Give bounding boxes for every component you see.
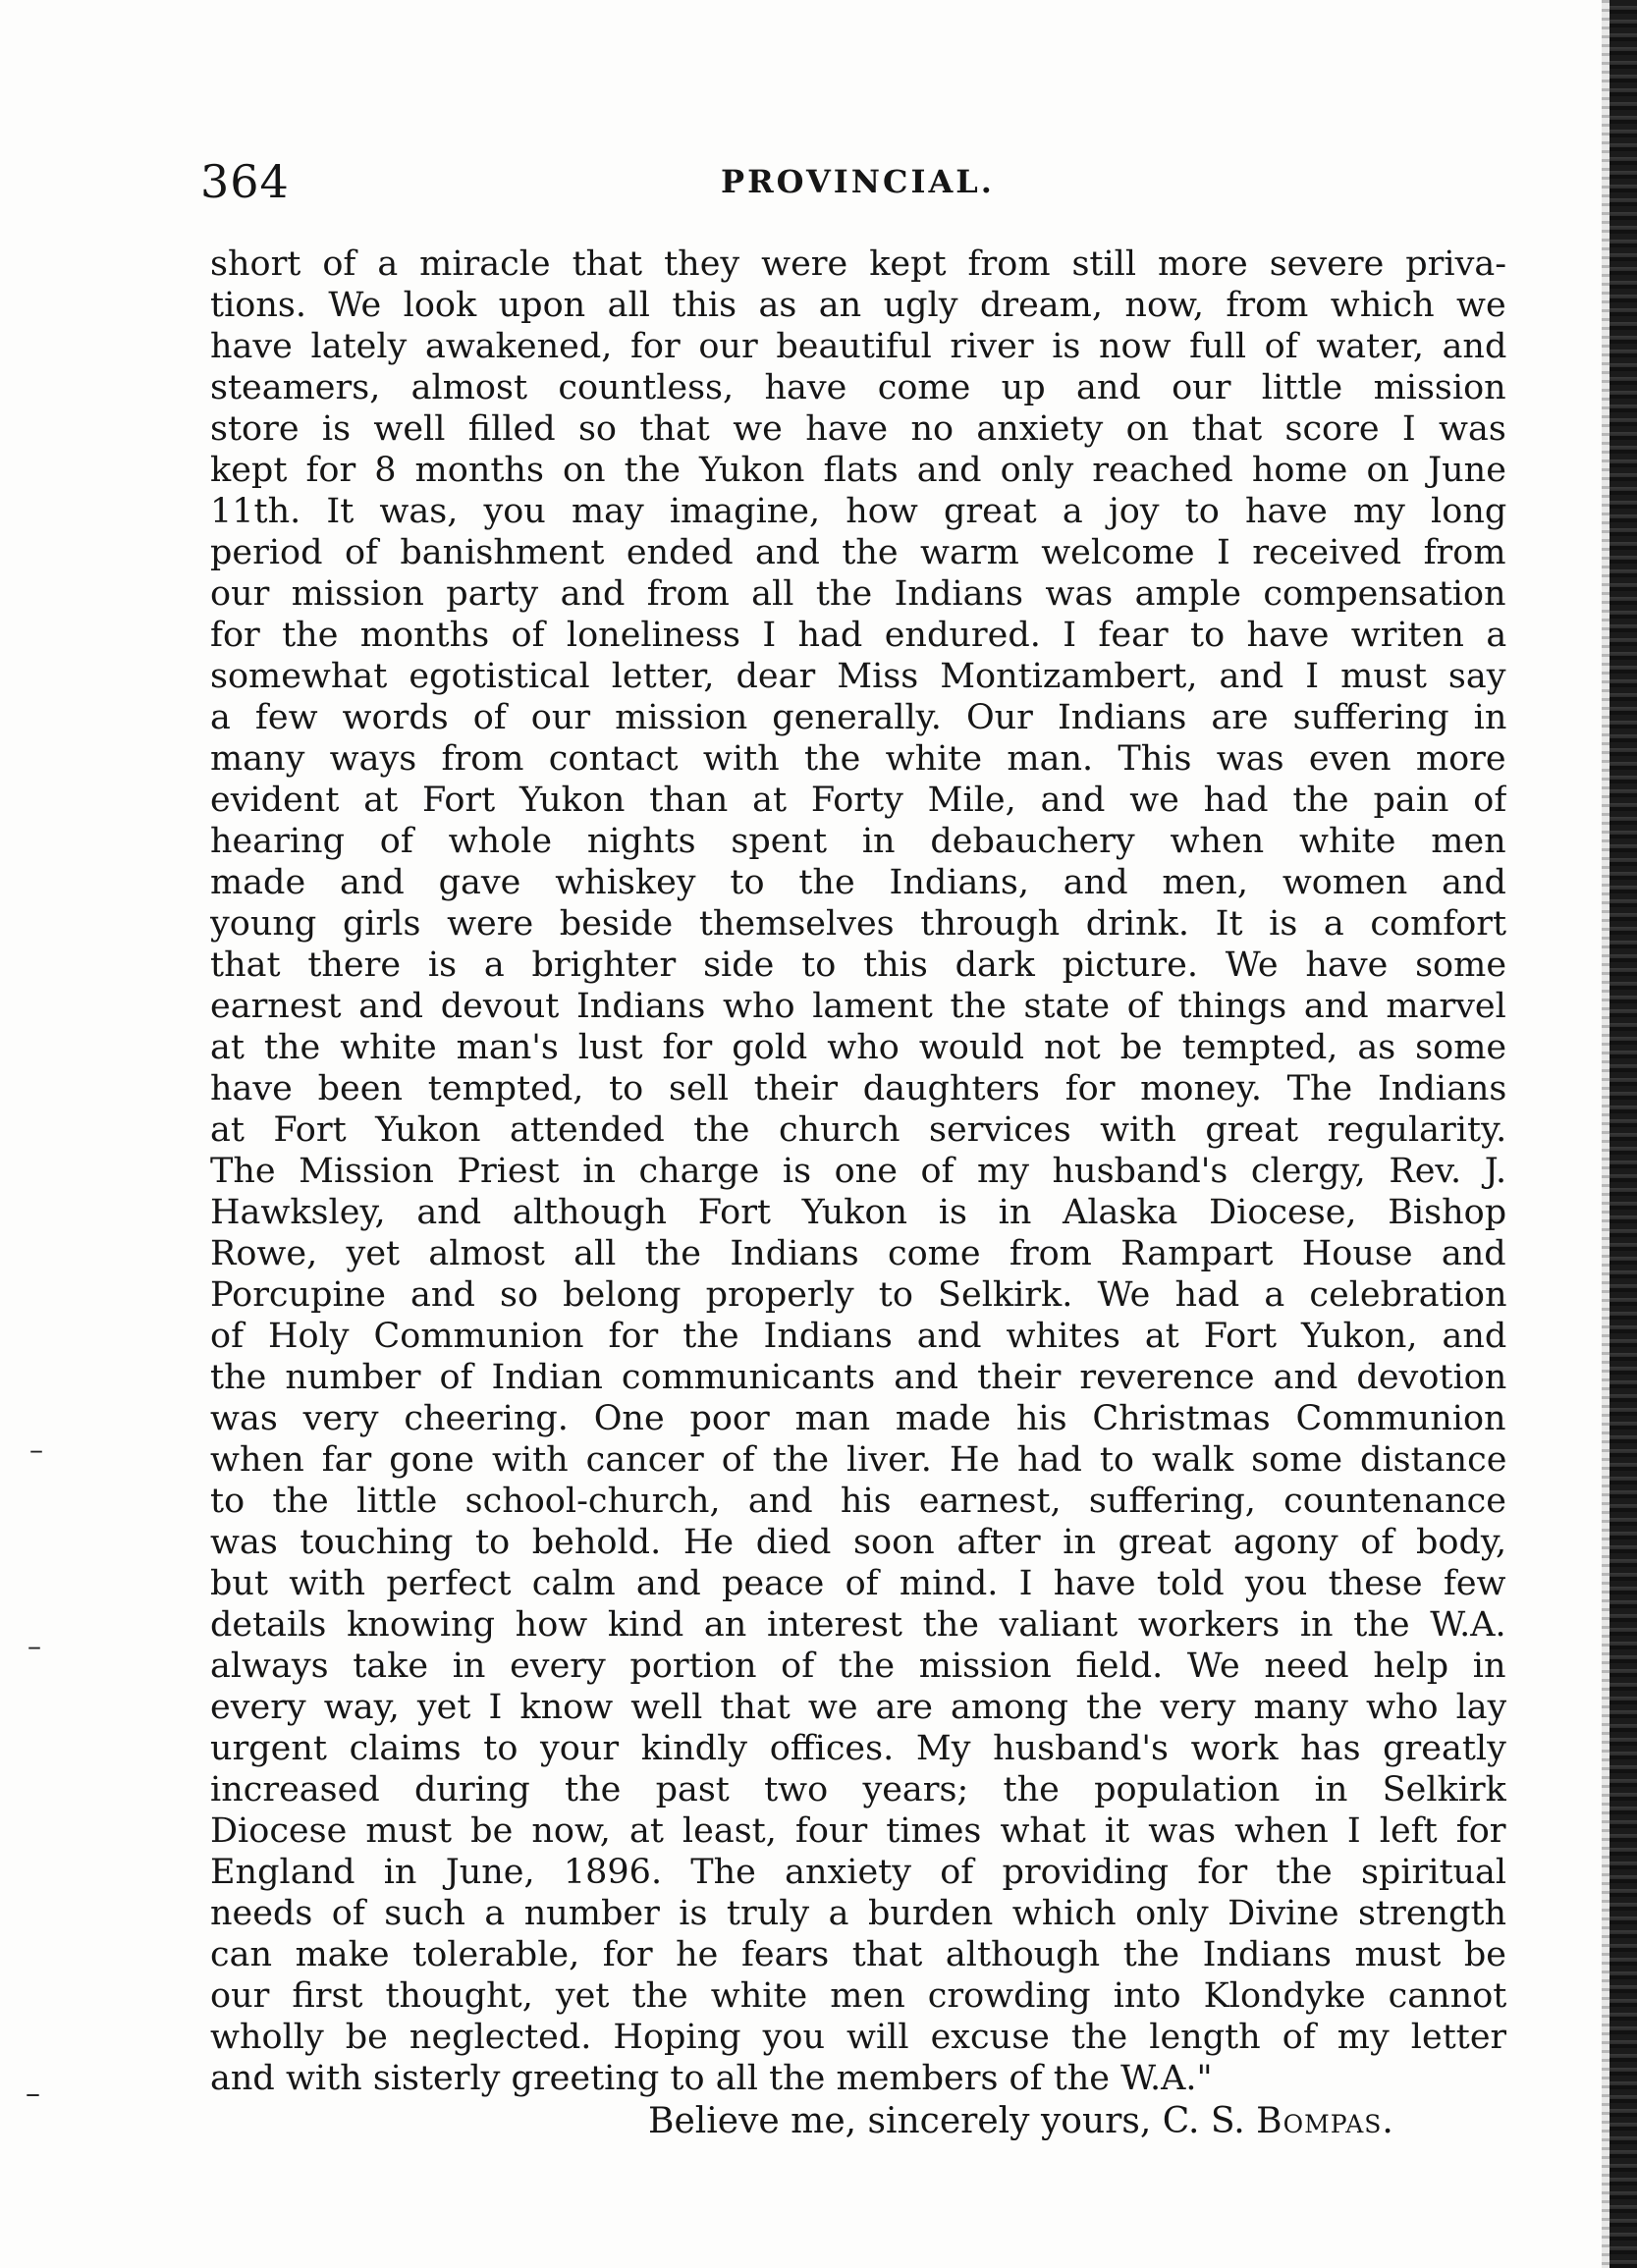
running-head: PROVINCIAL. (721, 163, 995, 200)
text-line: store is well filled so that we have no anxiety on that score I was (210, 409, 1506, 449)
text-line: hearing of whole nights spent in debauchery when white men (210, 822, 1506, 861)
text-line: short of a miracle that they were kept from still more severe priva- (210, 244, 1506, 284)
text-line: young girls were beside themselves through drink. It is a comfort (210, 904, 1506, 944)
text-line: that there is a brighter side to this dark picture. We have some (210, 945, 1506, 985)
text-line: at Fort Yukon attended the church services with great regularity. (210, 1110, 1506, 1150)
margin-mark: – (29, 1433, 43, 1466)
text-line: at the white man's lust for gold who would not be tempted, as some (210, 1028, 1506, 1067)
text-line: always take in every portion of the mission field. We need help in (210, 1647, 1506, 1686)
text-line: can make tolerable, for he fears that although the Indians must be (210, 1935, 1506, 1974)
text-line: Porcupine and so belong properly to Selkirk. We had a celebration (210, 1275, 1506, 1315)
text-line: The Mission Priest in charge is one of my husband's clergy, Rev. J. (210, 1152, 1506, 1191)
page-number: 364 (200, 155, 290, 208)
text-line: when far gone with cancer of the liver. He had to walk some distance (210, 1440, 1506, 1480)
text-line: Hawksley, and although Fort Yukon is in Alaska Diocese, Bishop (210, 1193, 1506, 1232)
text-line: for the months of loneliness I had endured. I fear to have writen a (210, 616, 1506, 655)
text-line: period of banishment ended and the warm welcome I received from (210, 533, 1506, 572)
text-line: to the little school-church, and his earnest, suffering, countenance (210, 1482, 1506, 1521)
binding-shadow (1602, 0, 1610, 2268)
text-line: our mission party and from all the Indians was ample compensation (210, 574, 1506, 614)
text-line: steamers, almost countless, have come up and our little mission (210, 368, 1506, 407)
text-line: was very cheering. One poor man made his Christmas Communion (210, 1399, 1506, 1438)
text-line: England in June, 1896. The anxiety of providing for the spiritual (210, 1853, 1506, 1892)
signature-name: Bompas. (1256, 2101, 1394, 2141)
text-line: of Holy Communion for the Indians and whites at Fort Yukon, and (210, 1317, 1506, 1356)
text-line: have been tempted, to sell their daughters for money. The Indians (210, 1069, 1506, 1108)
text-line: Rowe, yet almost all the Indians come from Rampart House and (210, 1234, 1506, 1273)
text-line: a few words of our mission generally. Our Indians are suffering in (210, 698, 1506, 737)
text-line: our first thought, yet the white men crowding into Klondyke cannot (210, 1976, 1506, 2016)
text-line: details knowing how kind an interest the valiant workers in the W.A. (210, 1605, 1506, 1645)
margin-mark: – (26, 2077, 40, 2111)
text-line: every way, yet I know well that we are among the very many who lay (210, 1688, 1506, 1727)
text-line: evident at Fort Yukon than at Forty Mile, and we had the pain of (210, 781, 1506, 820)
text-line: and with sisterly greeting to all the members of the W.A." (210, 2059, 1213, 2098)
text-line: kept for 8 months on the Yukon flats and only reached home on June (210, 451, 1506, 490)
text-line: but with perfect calm and peace of mind. I have told you these few (210, 1564, 1506, 1603)
text-line: wholly be neglected. Hoping you will excuse the length of my letter (210, 2018, 1506, 2057)
text-line: made and gave whiskey to the Indians, and men, women and (210, 863, 1506, 902)
text-line: somewhat egotistical letter, dear Miss Montizambert, and I must say (210, 657, 1506, 696)
binding-edge (1610, 0, 1637, 2268)
letter-body (210, 243, 1506, 2099)
text-line: 11th. It was, you may imagine, how great a joy to have my long (210, 492, 1506, 531)
text-line: increased during the past two years; the population in Selkirk (210, 1770, 1506, 1809)
closing-text: Believe me, sincerely yours, C. S. (648, 2101, 1257, 2141)
text-line: Diocese must be now, at least, four times what it was when I left for (210, 1811, 1506, 1851)
text-line: tions. We look upon all this as an ugly dream, now, from which we (210, 286, 1506, 325)
text-line: needs of such a number is truly a burden which only Divine strength (210, 1894, 1506, 1933)
text-line: the number of Indian communicants and their reverence and devotion (210, 1358, 1506, 1397)
text-line: earnest and devout Indians who lament the state of things and marvel (210, 987, 1506, 1026)
text-line: was touching to behold. He died soon after in great agony of body, (210, 1523, 1506, 1562)
letter-closing (648, 2101, 1394, 2141)
text-line: many ways from contact with the white man. This was even more (210, 739, 1506, 779)
text-line: have lately awakened, for our beautiful river is now full of water, and (210, 327, 1506, 366)
text-line: urgent claims to your kindly offices. My husband's work has greatly (210, 1729, 1506, 1768)
margin-mark: – (27, 1630, 41, 1662)
